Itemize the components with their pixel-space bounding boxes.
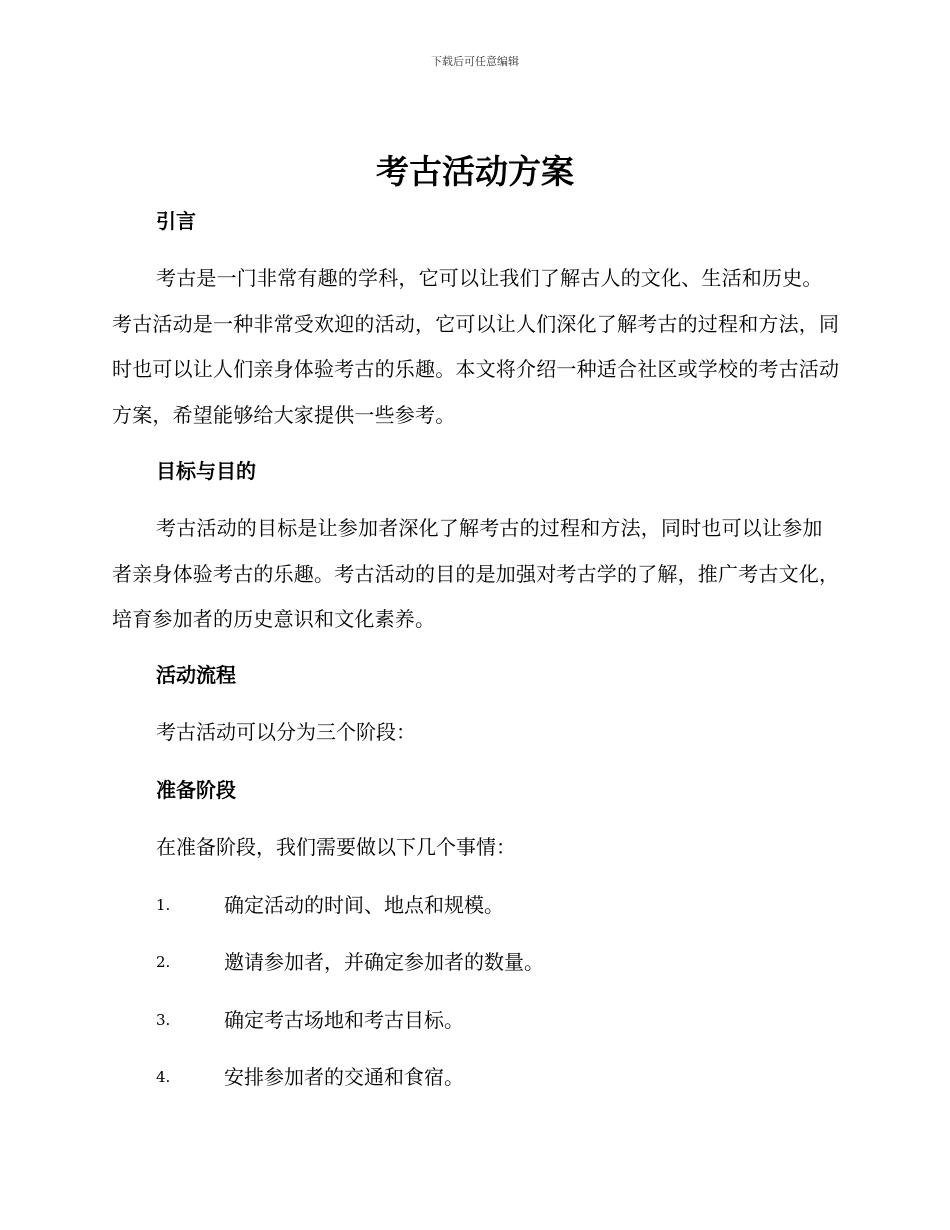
section-heading-process: 活动流程: [156, 663, 236, 687]
list-item-text: 确定考古场地和考古目标。: [224, 1008, 464, 1032]
paragraph-preparation: 在准备阶段，我们需要做以下几个事情：: [156, 835, 516, 859]
paragraph-intro: 考古是一门非常有趣的学科，它可以让我们了解古人的文化、生活和历史。考古活动是一种非常受欢迎的活动，它可以让人们深化了解考古的过程和方法，同时也可以让人们亲身体验考古的乐趣。本文将介绍一种适合社区或学校的考古活动方案，希望能够给大家提供一些参考。: [112, 266, 840, 427]
list-item: [156, 1006, 856, 1034]
list-item-number: 1.: [156, 896, 171, 914]
document-title: 考古活动方案: [376, 152, 574, 191]
list-item: [156, 1063, 856, 1091]
section-heading-preparation: 准备阶段: [156, 778, 236, 802]
list-item-number: 2.: [156, 953, 171, 971]
section-heading-goals: 目标与目的: [156, 459, 256, 483]
page-header-note: 下载后可任意编辑: [431, 55, 519, 68]
list-item: [156, 948, 856, 976]
list-item-number: 3.: [156, 1011, 171, 1029]
list-item: [156, 891, 856, 919]
section-heading-intro: 引言: [156, 209, 196, 233]
paragraph-goals: 考古活动的目标是让参加者深化了解考古的过程和方法，同时也可以让参加者亲身体验考古的乐趣。考古活动的目的是加强对考古学的了解，推广考古文化，培育参加者的历史意识和文化素养。: [112, 516, 840, 631]
list-item-text: 邀请参加者，并确定参加者的数量。: [224, 950, 544, 974]
list-item-text: 确定活动的时间、地点和规模。: [224, 893, 504, 917]
list-item-number: 4.: [156, 1068, 171, 1086]
paragraph-process: 考古活动可以分为三个阶段：: [156, 720, 416, 744]
list-item-text: 安排参加者的交通和食宿。: [224, 1065, 464, 1089]
